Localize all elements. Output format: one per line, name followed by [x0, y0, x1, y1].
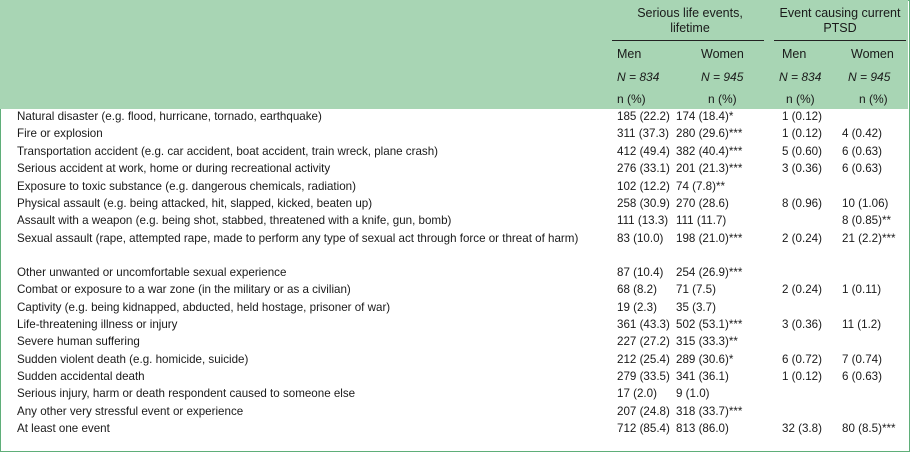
table-row — [0, 405, 908, 422]
table-cell: 6 (0.72) — [782, 352, 822, 366]
table-row — [0, 145, 908, 162]
table-row — [0, 387, 908, 404]
table-row — [0, 353, 908, 370]
table-cell: 2 (0.24) — [782, 283, 822, 297]
col-header-unit: n (%) — [859, 92, 888, 106]
table-cell: 270 (28.6) — [676, 196, 729, 210]
row-label: Combat or exposure to a war zone (in the military or as a civilian) — [17, 283, 351, 297]
row-label: Sexual assault (rape, attempted rape, made to perform any type of sexual act through force or threat of harm) — [17, 231, 579, 245]
table-cell: 68 (8.2) — [617, 283, 657, 297]
table-cell: 712 (85.4) — [617, 422, 670, 436]
table-row — [0, 422, 908, 439]
row-label: Captivity (e.g. being kidnapped, abducted, held hostage, prisoner of war) — [17, 300, 391, 314]
table-cell: 813 (86.0) — [676, 422, 729, 436]
table-row — [0, 214, 908, 231]
table-cell: 1 (0.12) — [782, 370, 822, 384]
table-cell: 4 (0.42) — [842, 127, 882, 141]
table-cell: 7 (0.74) — [842, 352, 882, 366]
group-rule-lifetime — [612, 40, 764, 41]
table-cell: 318 (33.7)*** — [676, 404, 743, 418]
row-label: Fire or explosion — [17, 127, 103, 141]
col-header-sex: Women — [701, 47, 744, 61]
row-label: Serious injury, harm or death respondent caused to someone else — [17, 387, 356, 401]
table-cell: 111 (13.3) — [617, 214, 669, 228]
col-header-n: N = 945 — [701, 70, 744, 84]
col-header-unit: n (%) — [617, 92, 646, 106]
table-cell: 1 (0.12) — [782, 127, 822, 141]
table-cell: 19 (2.3) — [617, 300, 657, 314]
table-cell: 185 (22.2) — [617, 110, 670, 123]
table-row — [0, 301, 908, 318]
group-header-lifetime: Serious life events, lifetime — [637, 6, 743, 35]
table-cell: 74 (7.8)** — [676, 179, 725, 193]
table-cell: 5 (0.60) — [782, 144, 822, 158]
table-cell: 83 (10.0) — [617, 231, 664, 245]
col-header-unit: n (%) — [786, 92, 815, 106]
table-cell: 254 (26.9)*** — [676, 265, 743, 279]
table-cell: 212 (25.4) — [617, 352, 670, 366]
col-header-sex: Men — [617, 47, 642, 61]
table-body — [0, 110, 908, 440]
row-label: Severe human suffering — [17, 335, 140, 349]
table-cell: 21 (2.2)*** — [842, 231, 896, 245]
col-header-n: N = 834 — [779, 70, 822, 84]
row-label: Serious accident at work, home or during recreational activity — [17, 162, 331, 176]
table-row — [0, 162, 908, 179]
group-rule-ptsd — [774, 40, 906, 41]
table-cell: 315 (33.3)** — [676, 335, 738, 349]
table-cell: 382 (40.4)*** — [676, 144, 743, 158]
table-cell: 35 (3.7) — [676, 300, 716, 314]
group-header-ptsd: Event causing current PTSD — [779, 6, 901, 35]
row-label: Any other very stressful event or experience — [17, 404, 244, 418]
table-cell: 6 (0.63) — [842, 370, 882, 384]
table-cell: 111 (11.7) — [676, 214, 727, 228]
table-cell: 227 (27.2) — [617, 335, 670, 349]
table-cell: 6 (0.63) — [842, 144, 882, 158]
table-row — [0, 318, 908, 335]
table-cell: 87 (10.4) — [617, 265, 664, 279]
table-cell: 71 (7.5) — [676, 283, 716, 297]
table-row — [0, 283, 908, 300]
table-cell: 2 (0.24) — [782, 231, 822, 245]
table-cell: 10 (1.06) — [842, 196, 889, 210]
table-cell: 3 (0.36) — [782, 162, 822, 176]
table-cell: 80 (8.5)*** — [842, 422, 896, 436]
table-row — [0, 197, 908, 214]
row-label: Other unwanted or uncomfortable sexual experience — [17, 265, 287, 279]
table-row — [0, 266, 908, 283]
col-header-unit: n (%) — [708, 92, 737, 106]
col-header-n: N = 945 — [848, 70, 891, 84]
table-row — [0, 232, 908, 266]
table-cell: 207 (24.8) — [617, 404, 670, 418]
row-label: Exposure to toxic substance (e.g. dangerous chemicals, radiation) — [17, 179, 356, 193]
table-cell: 6 (0.63) — [842, 162, 882, 176]
table-row — [0, 180, 908, 197]
table-cell: 311 (37.3) — [617, 127, 669, 141]
table-cell: 8 (0.85)** — [842, 214, 891, 228]
row-label: Sudden accidental death — [17, 370, 145, 384]
table-cell: 276 (33.1) — [617, 162, 670, 176]
table-cell: 502 (53.1)*** — [676, 317, 743, 331]
row-label: Transportation accident (e.g. car accident, boat accident, train wreck, plane crash) — [17, 144, 439, 158]
table-cell: 258 (30.9) — [617, 196, 670, 210]
table-header — [0, 0, 908, 109]
table-cell: 11 (1.2) — [842, 317, 882, 331]
table-row — [0, 110, 908, 127]
row-label: Sudden violent death (e.g. homicide, suicide) — [17, 352, 249, 366]
row-label: Natural disaster (e.g. flood, hurricane, tornado, earthquake) — [17, 110, 322, 123]
table-cell: 289 (30.6)* — [676, 352, 734, 366]
col-header-n: N = 834 — [617, 70, 660, 84]
row-label: Physical assault (e.g. being attacked, hit, slapped, kicked, beaten up) — [17, 196, 373, 210]
table-cell: 1 (0.11) — [842, 283, 882, 297]
table-cell: 102 (12.2) — [617, 179, 670, 193]
table-cell: 279 (33.5) — [617, 370, 670, 384]
table-cell: 412 (49.4) — [617, 144, 670, 158]
table-cell: 8 (0.96) — [782, 196, 822, 210]
table-cell: 1 (0.12) — [782, 110, 822, 123]
table-cell: 361 (43.3) — [617, 317, 670, 331]
table-row — [0, 127, 908, 144]
table-cell: 32 (3.8) — [782, 422, 822, 436]
col-header-sex: Women — [851, 47, 894, 61]
table-row — [0, 335, 908, 352]
table-cell: 17 (2.0) — [617, 387, 657, 401]
table-cell: 201 (21.3)*** — [676, 162, 743, 176]
table-cell: 174 (18.4)* — [676, 110, 734, 123]
col-header-sex: Men — [782, 47, 807, 61]
table-cell: 280 (29.6)*** — [676, 127, 743, 141]
table-cell: 198 (21.0)*** — [676, 231, 743, 245]
table-cell: 3 (0.36) — [782, 317, 822, 331]
table-cell: 9 (1.0) — [676, 387, 710, 401]
row-label: At least one event — [17, 422, 110, 436]
row-label: Life-threatening illness or injury — [17, 317, 178, 331]
table-row — [0, 370, 908, 387]
row-label: Assault with a weapon (e.g. being shot, stabbed, threatened with a knife, gun, bomb) — [17, 214, 452, 228]
table-cell: 341 (36.1) — [676, 370, 729, 384]
